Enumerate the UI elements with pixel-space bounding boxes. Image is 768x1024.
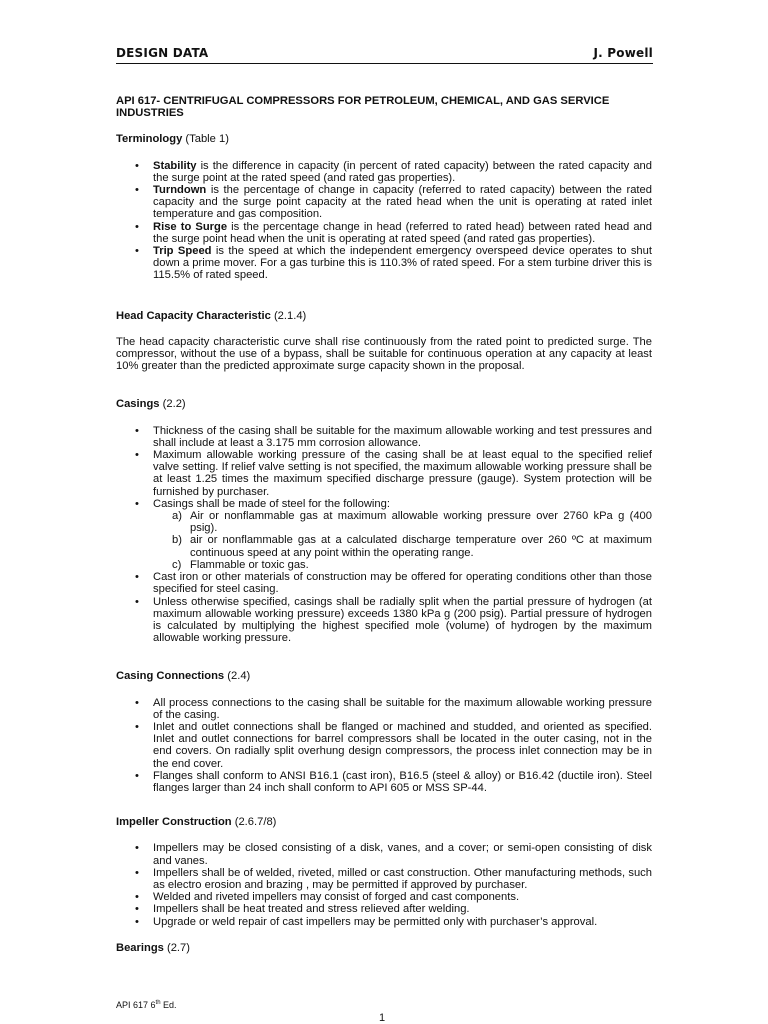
header-rule xyxy=(116,63,653,64)
list-item: • Upgrade or weld repair of cast impellers may be permitted only with purchaser’s approval. xyxy=(135,915,598,928)
bullet-icon: • xyxy=(135,184,139,197)
list-item: • Stability is the difference in capacity (in percent of rated capacity) between the rated capacity and the surge point at the rated speed (and rated gas properties). xyxy=(135,159,652,184)
section-heading-terminology: Terminology (Table 1) xyxy=(116,133,229,146)
list-item: • Cast iron or other materials of construction may be offered for operating conditions other than those specified for steel casing. xyxy=(135,571,652,596)
bullet-icon: • xyxy=(135,903,139,916)
bullet-icon: • xyxy=(135,769,139,782)
list-item: • Unless otherwise specified, casings shall be radially split when the partial pressure of hydrogen (at maximum allowable working pressure) exceeds 1380 kPa g (200 psig). Partial pressure of hydrogen is calculated by multiplying the highest specified mole (volume) of hydrogen by the maximum allowable working pressure. xyxy=(135,595,652,645)
bullet-icon: • xyxy=(135,159,139,172)
page-header xyxy=(116,46,653,63)
bullet-icon: • xyxy=(135,245,139,258)
bullet-icon: • xyxy=(135,595,139,608)
page-footer: API 617 6th Ed. xyxy=(116,1000,177,1010)
casings-list xyxy=(116,425,652,510)
section-heading-casings: Casings (2.2) xyxy=(116,398,186,411)
section-heading-casing-connections: Casing Connections (2.4) xyxy=(116,670,251,683)
page-number: 1 xyxy=(379,1012,386,1024)
list-item: a) Air or nonflammable gas at maximum allowable working pressure over 2760 kPa g (400 psig). xyxy=(172,510,652,535)
list-item: • Turndown is the percentage of change in capacity (referred to rated capacity) between the rated capacity and the surge point capacity at the rated head when the unit is operating at rated inlet temperature and gas composition. xyxy=(135,184,652,221)
bullet-icon: • xyxy=(135,449,139,462)
list-item: • Impellers shall be heat treated and stress relieved after welding. xyxy=(135,903,470,916)
casings-steel-sublist xyxy=(116,510,652,571)
bullet-icon: • xyxy=(135,891,139,904)
casing-connections-list xyxy=(116,697,652,795)
list-item: • Inlet and outlet connections shall be flanged or machined and studded, and oriented as specified. Inlet and outlet connections for barrel compressors shall be located in the outer casing, not in the end covers. On radially split overhung design compressors, the process inlet connection may be in the end cover. xyxy=(135,720,652,770)
list-item: b) air or nonflammable gas at a calculated discharge temperature over 260 ºC at maximum continuous speed at any point within the operating range. xyxy=(172,534,652,559)
head-capacity-text: The head capacity characteristic curve shall rise continuously from the rated point to predicted surge. The compressor, without the use of a bypass, shall be suitable for continuous operation at any capacity at least 10% greater than the predicted approximate surge capacity shown in the proposal. xyxy=(116,335,652,373)
header-author: J. Powell xyxy=(593,46,653,60)
section-heading-bearings: Bearings (2.7) xyxy=(116,941,190,954)
bullet-icon: • xyxy=(135,220,139,233)
casings-list-continued xyxy=(116,571,652,644)
bullet-icon: • xyxy=(135,497,139,510)
list-item: • Trip Speed is the speed at which the independent emergency overspeed device operates to shut down a prime mover. For a gas turbine this is 110.3% of rated speed. For a stem turbine driver this is 115.5% of rated speed. xyxy=(135,245,652,282)
document-title: API 617- CENTRIFUGAL COMPRESSORS FOR PETROLEUM, CHEMICAL, AND GAS SERVICE INDUSTRIES xyxy=(116,95,610,120)
list-item: • Flanges shall conform to ANSI B16.1 (cast iron), B16.5 (steel & alloy) or B16.42 (ductile iron). Steel flanges larger than 24 inch shall conform to API 605 or MSS SP-44. xyxy=(135,769,652,794)
list-item: • Casings shall be made of steel for the following: xyxy=(135,497,390,510)
terminology-list xyxy=(116,160,652,282)
bullet-icon: • xyxy=(135,842,139,855)
bullet-icon: • xyxy=(135,571,139,584)
bullet-icon: • xyxy=(135,866,139,879)
impeller-list xyxy=(116,842,652,927)
list-item: • Welded and riveted impellers may consist of forged and cast components. xyxy=(135,891,520,904)
list-item: • All process connections to the casing shall be suitable for the maximum allowable working pressure of the casing. xyxy=(135,696,652,721)
bullet-icon: • xyxy=(135,720,139,733)
section-heading-impeller: Impeller Construction (2.6.7/8) xyxy=(116,816,277,829)
list-item: • Impellers may be closed consisting of a disk, vanes, and a cover; or semi-open consisting of disk and vanes. xyxy=(135,842,652,867)
document-body xyxy=(116,95,652,954)
bullet-icon: • xyxy=(135,424,139,437)
bullet-icon: • xyxy=(135,696,139,709)
section-heading-head-capacity: Head Capacity Characteristic (2.1.4) xyxy=(116,309,307,322)
header-title: DESIGN DATA xyxy=(116,46,209,60)
bullet-icon: • xyxy=(135,915,139,928)
list-item: • Impellers shall be of welded, riveted, milled or cast construction. Other manufacturing methods, such as electro erosion and brazing , may be permitted if approved by purchaser. xyxy=(135,866,652,891)
list-item: • Maximum allowable working pressure of the casing shall be at least equal to the specified relief valve setting. If relief valve setting is not specified, the maximum allowable working pressure shall be at least 1.25 times the maximum specified discharge pressure (gauge). System protection will be furnished by purchaser. xyxy=(135,449,652,498)
list-item: • Thickness of the casing shall be suitable for the maximum allowable working and test pressures and shall include at least a 3.175 mm corrosion allowance. xyxy=(135,424,652,449)
list-item: c) Flammable or toxic gas. xyxy=(172,558,309,571)
list-item: • Rise to Surge is the percentage change in head (referred to rated head) between rated head and the surge point head when the unit is operating at rated speed (and rated gas properties). xyxy=(135,220,652,245)
